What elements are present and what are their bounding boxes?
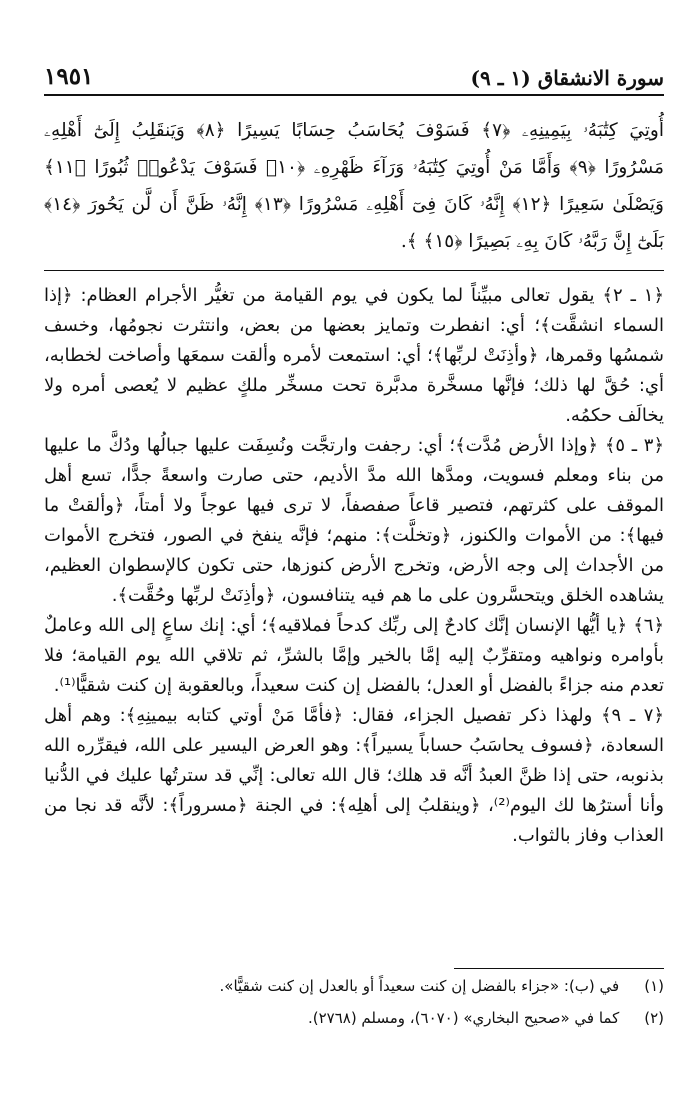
page-number: ١٩٥١	[44, 63, 94, 90]
footnotes	[44, 968, 664, 1033]
tafsir-paragraph: ﴿٧ ـ ٩﴾ ولهذا ذكر تفصيل الجزاء، فقال: ﴿فأمَّا مَنْ أوتي كتابه بيمينِهِ﴾: وهم أهل السعادة، ﴿فسوف يحاسَبُ حساباً يسيراً﴾: وهو العرض اليسير على الله، فيقرِّره الله بذنوبه، حتى إذا ظنَّ العبدُ أنَّه قد هلك؛ قال الله تعالى: إنِّي قد سترتُها عليك في الدُّنيا وأنا أسترُها لك اليوم⁽²⁾، ﴿وينقلبُ إلى أهلِه﴾: في الجنة ﴿مسروراً﴾: لأنَّه قد نجا من العذاب وفاز بالثواب.	[44, 705, 664, 846]
quran-verses: أُوتِيَ كِتَٰبَهُۥ بِيَمِينِهِۦ ﴿٧﴾ فَسَوْفَ يُحَاسَبُ حِسَابًا يَسِيرًا ﴿٨﴾ وَيَنقَلِبُ إِلَىٰٓ أَهْلِهِۦ مَسْرُورًا ﴿٩﴾ وَأَمَّا مَنْ أُوتِيَ كِتَٰبَهُۥ وَرَآءَ ظَهْرِهِۦ ﴿١٠﴾ فَسَوْفَ يَدْعُوا۟ ثُبُورًا ﴿١١﴾ وَيَصْلَىٰ سَعِيرًا ﴿١٢﴾ إِنَّهُۥ كَانَ فِىٓ أَهْلِهِۦ مَسْرُورًا ﴿١٣﴾ إِنَّهُۥ ظَنَّ أَن لَّن يَحُورَ ﴿١٤﴾ بَلَىٰٓ إِنَّ رَبَّهُۥ كَانَ بِهِۦ بَصِيرًا ﴿١٥﴾ ﴾.	[44, 120, 664, 252]
footnote-number: (٢)	[644, 1009, 664, 1027]
tafsir-paragraph: ﴿١ ـ ٢﴾ يقول تعالى مبيِّناً لما يكون في يوم القيامة من تغيُّر الأجرام العظام: ﴿إذا السماء انشقَّت﴾؛ أي: انفطرت وتمايز بعضها من بعض، وانتثرت نجومُها، وخسف شمسُها وقمرها، ﴿وأذِنَتْ لربِّها﴾؛ أي: استمعت لأمره وألقت سمعَها وأصاخت لخطابه، أي: حُقَّ لها ذلك؛ فإنَّها مسخَّرة مدبَّرة تحت مسخِّر ملكٍ عظيم لا يُعصى أمره ولا يخالَف حكمُه.	[44, 285, 664, 426]
tafsir-paragraph: ﴿٣ ـ ٥﴾ ﴿وإذا الأرض مُدَّت﴾؛ أي: رجفت وارتجَّت ونُسِفَت عليها جبالُها ودُكَّ ما عليها من بناء ومعلم فسويت، ومدَّها الله مدَّ الأديم، حتى صارت واسعةً جدًّا، تسع أهل الموقف على كثرتهم، فتصير قاعاً صفصفاً، لا ترى فيها عوجاً ولا أمتاً، ﴿وألقتْ ما فيها﴾: من الأموات والكنوز، ﴿وتخلَّت﴾: منهم؛ فإنَّه ينفخ في الصور، فتخرج الأموات من الأجداث إلى وجه الأرض، وتخرج الأرض كنوزها، حتى تكون كالإسطوان العظيم، يشاهده الخلق ويتحسَّرون على ما هم فيه يتنافسون، ﴿وأذِنَتْ لربِّها وحُقَّت﴾.	[44, 435, 664, 606]
footnote-text: في (ب): «جزاء بالفضل إن كنت سعيداً أو بالعدل إن كنت شقيًّا».	[219, 977, 620, 995]
tafsir-paragraph: ﴿٦﴾ ﴿يا أيُّها الإنسان إنَّك كادحٌ إلى ربِّك كدحاً فملاقيه﴾؛ أي: إنك ساعٍ إلى الله وعاملٌ بأوامره ونواهيه ومتقرِّبٌ إليه إمَّا بالخير وإمَّا بالشرِّ، ثم تلاقي الله يوم القيامة؛ فلا تعدم منه جزاءً بالفضل أو العدل؛ بالفضل إن كنت سعيداً، وبالعقوبة إن كنت شقيًّا⁽¹⁾.	[44, 615, 664, 696]
surah-title: سورة الانشقاق (١ ـ ٩)	[470, 66, 664, 90]
footnote-divider	[454, 968, 664, 969]
footnote-item	[44, 971, 664, 1001]
book-page	[44, 56, 664, 1027]
page-header	[44, 56, 664, 96]
footnote-text: كما في «صحيح البخاري» (٦٠٧٠)، ومسلم (٢٧٦٨).	[307, 1009, 620, 1027]
footnote-item	[44, 1003, 664, 1033]
footnote-number: (١)	[644, 977, 664, 995]
tafsir-commentary	[44, 270, 664, 851]
